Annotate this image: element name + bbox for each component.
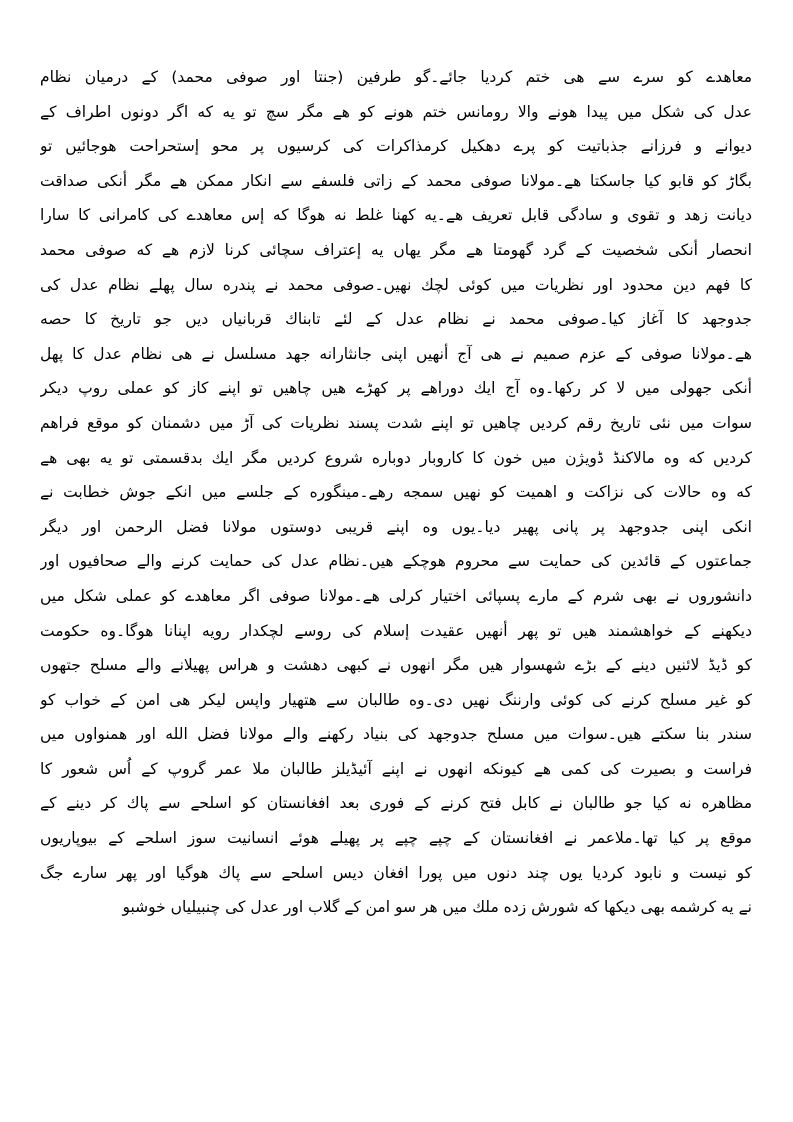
text-line: کو نیست و نابود کردیا یوں چند دنوں میں پورا افغان دیس اسلحے سے پاك هوگیا اور پهر سارے جگ xyxy=(40,863,752,882)
text-line: کو غیر مسلح کرنے کی کوئی وارننگ نهیں دی۔وه طالبان سے هتهیار واپس لیکر هی امن کے خواب کو xyxy=(40,690,752,709)
text-line: دیوانے و فرزانے جذباتیت کو پرے دهکیل کرمذاکرات کی کرسیوں پر محو إستحراحت هوجائیں تو xyxy=(40,137,752,156)
text-line: دیانت زهد و تقوی و سادگی قابل تعریف هے۔یه کهنا غلط نه هوگا که إس معاهدے کی کامرانی کا سارا xyxy=(40,206,752,225)
text-line: جماعتوں کے قائدین کی حمایت سے محروم هوچکے هیں۔نظام عدل کی حمایت کرنے والے صحافیوں اور xyxy=(40,552,752,571)
text-line: موقع پر کیا تها۔ملاعمر نے افغانستان کے چپے چپے پر پهیلے هوئے انسانیت سوز اسلحے کے بیوپاریوں xyxy=(40,829,752,848)
text-line: دانشوروں نے بهی شرم کے مارے پسپائی اختیار کرلی هے۔مولانا صوفی اگر معاهدے کو عملی شکل میں xyxy=(40,586,752,605)
text-line: معاهدے کو سرے سے هی ختم کردیا جائے۔گو طرفین (جنتا اور صوفی محمد) کے درمیان نظام xyxy=(40,68,752,86)
text-line: انکی اپنی جدوجهد پر پانی پهیر دیا۔یوں وه اپنے قریبی دوستوں مولانا فضل الرحمن اور دیگر xyxy=(40,517,752,536)
text-line: کو ڈیڈ لائنیں دینے کے بڑے شهسوار هیں مگر انهوں نے کبهی دهشت و هراس پهیلانے والے مسلح جتهوں xyxy=(40,656,752,675)
text-line: أنکی جهولی میں لا کر رکها۔وه آج ایك دوراهے پر کهڑے هیں چاهیں تو اپنے کاز کو عملی روپ دیکر xyxy=(40,379,752,398)
text-line: نے یه کرشمه بهی دیکها که شورش زده ملك میں هر سو امن کے گلاب اور عدل کی چنبیلیاں خوشبو xyxy=(122,898,752,917)
text-line: بگاڑ کو قابو کیا جاسکتا هے۔مولانا صوفی محمد کے زاتی فلسفے سے انکار ممکن هے مگر أنکی صداقت xyxy=(40,171,752,190)
text-line: کردیں که وه مالاکنڈ ڈویژن میں خون کا کاروبار دوباره شروع کردیں مگر ایك بدقسمتی تو یه بهی هے xyxy=(40,448,752,467)
text-line: که وه حالات کی نزاکت و اهمیت کو نهیں سمجه رهے۔مینگوره کے جلسے میں انکے جوش خطابت نے xyxy=(40,483,752,502)
text-line: جدوجهد کا آغاز کیا۔صوفی محمد نے نظام عدل کے لئے تابناك قربانیاں دیں جو تاریخ کا حصه xyxy=(40,310,752,329)
text-line: عدل کی شکل میں پیدا هونے والا رومانس ختم هونے کو هے مگر سچ تو یه که اگر دونوں اطراف کے xyxy=(40,102,752,121)
text-line: انحصار أنکی شخصیت کے گرد گهومتا هے مگر یهاں یه إعتراف سچائی کرنا لازم هے که صوفی محمد xyxy=(40,240,752,259)
text-line: هے۔مولانا صوفی کے عزم صمیم نے هی آج أنهیں اپنی جانثارانه جهد مسلسل نے هی نظام عدل کا پهل xyxy=(40,344,752,363)
urdu-paragraph xyxy=(40,60,752,925)
text-line: مظاهره نه کیا جو طالبان نے کابل فتح کرنے کے فوری بعد افغانستان کو اسلحے سے پاك کر دینے کے xyxy=(40,794,752,813)
text-line: فراست و بصیرت کی کمی هے کیونکه انهوں نے اپنے آئیڈیلز طالبان ملا عمر گروپ کے اُس شعور کا xyxy=(40,759,752,778)
text-line: دیکهنے کے خواهشمند هیں تو پهر أنهیں عقیدت إسلام کی روسے لچکدار رویه اپنانا هوگا۔وه حکومت xyxy=(40,621,752,640)
text-line: کا فهم دین محدود اور نظریات میں کوئی لچك نهیں۔صوفی محمد نے پندره سال پهلے نظام عدل کی xyxy=(40,275,752,294)
text-line: سوات میں نئی تاریخ رقم کردیں چاهیں تو اپنے شدت پسند نظریات کی آڑ میں دشمنان کو موقع فراهم xyxy=(40,413,752,432)
text-line: سندر بنا سکتے هیں۔سوات میں مسلح جدوجهد کی بنیاد رکهنے والے مولانا فضل الله اور همنواوں میں xyxy=(40,725,752,744)
